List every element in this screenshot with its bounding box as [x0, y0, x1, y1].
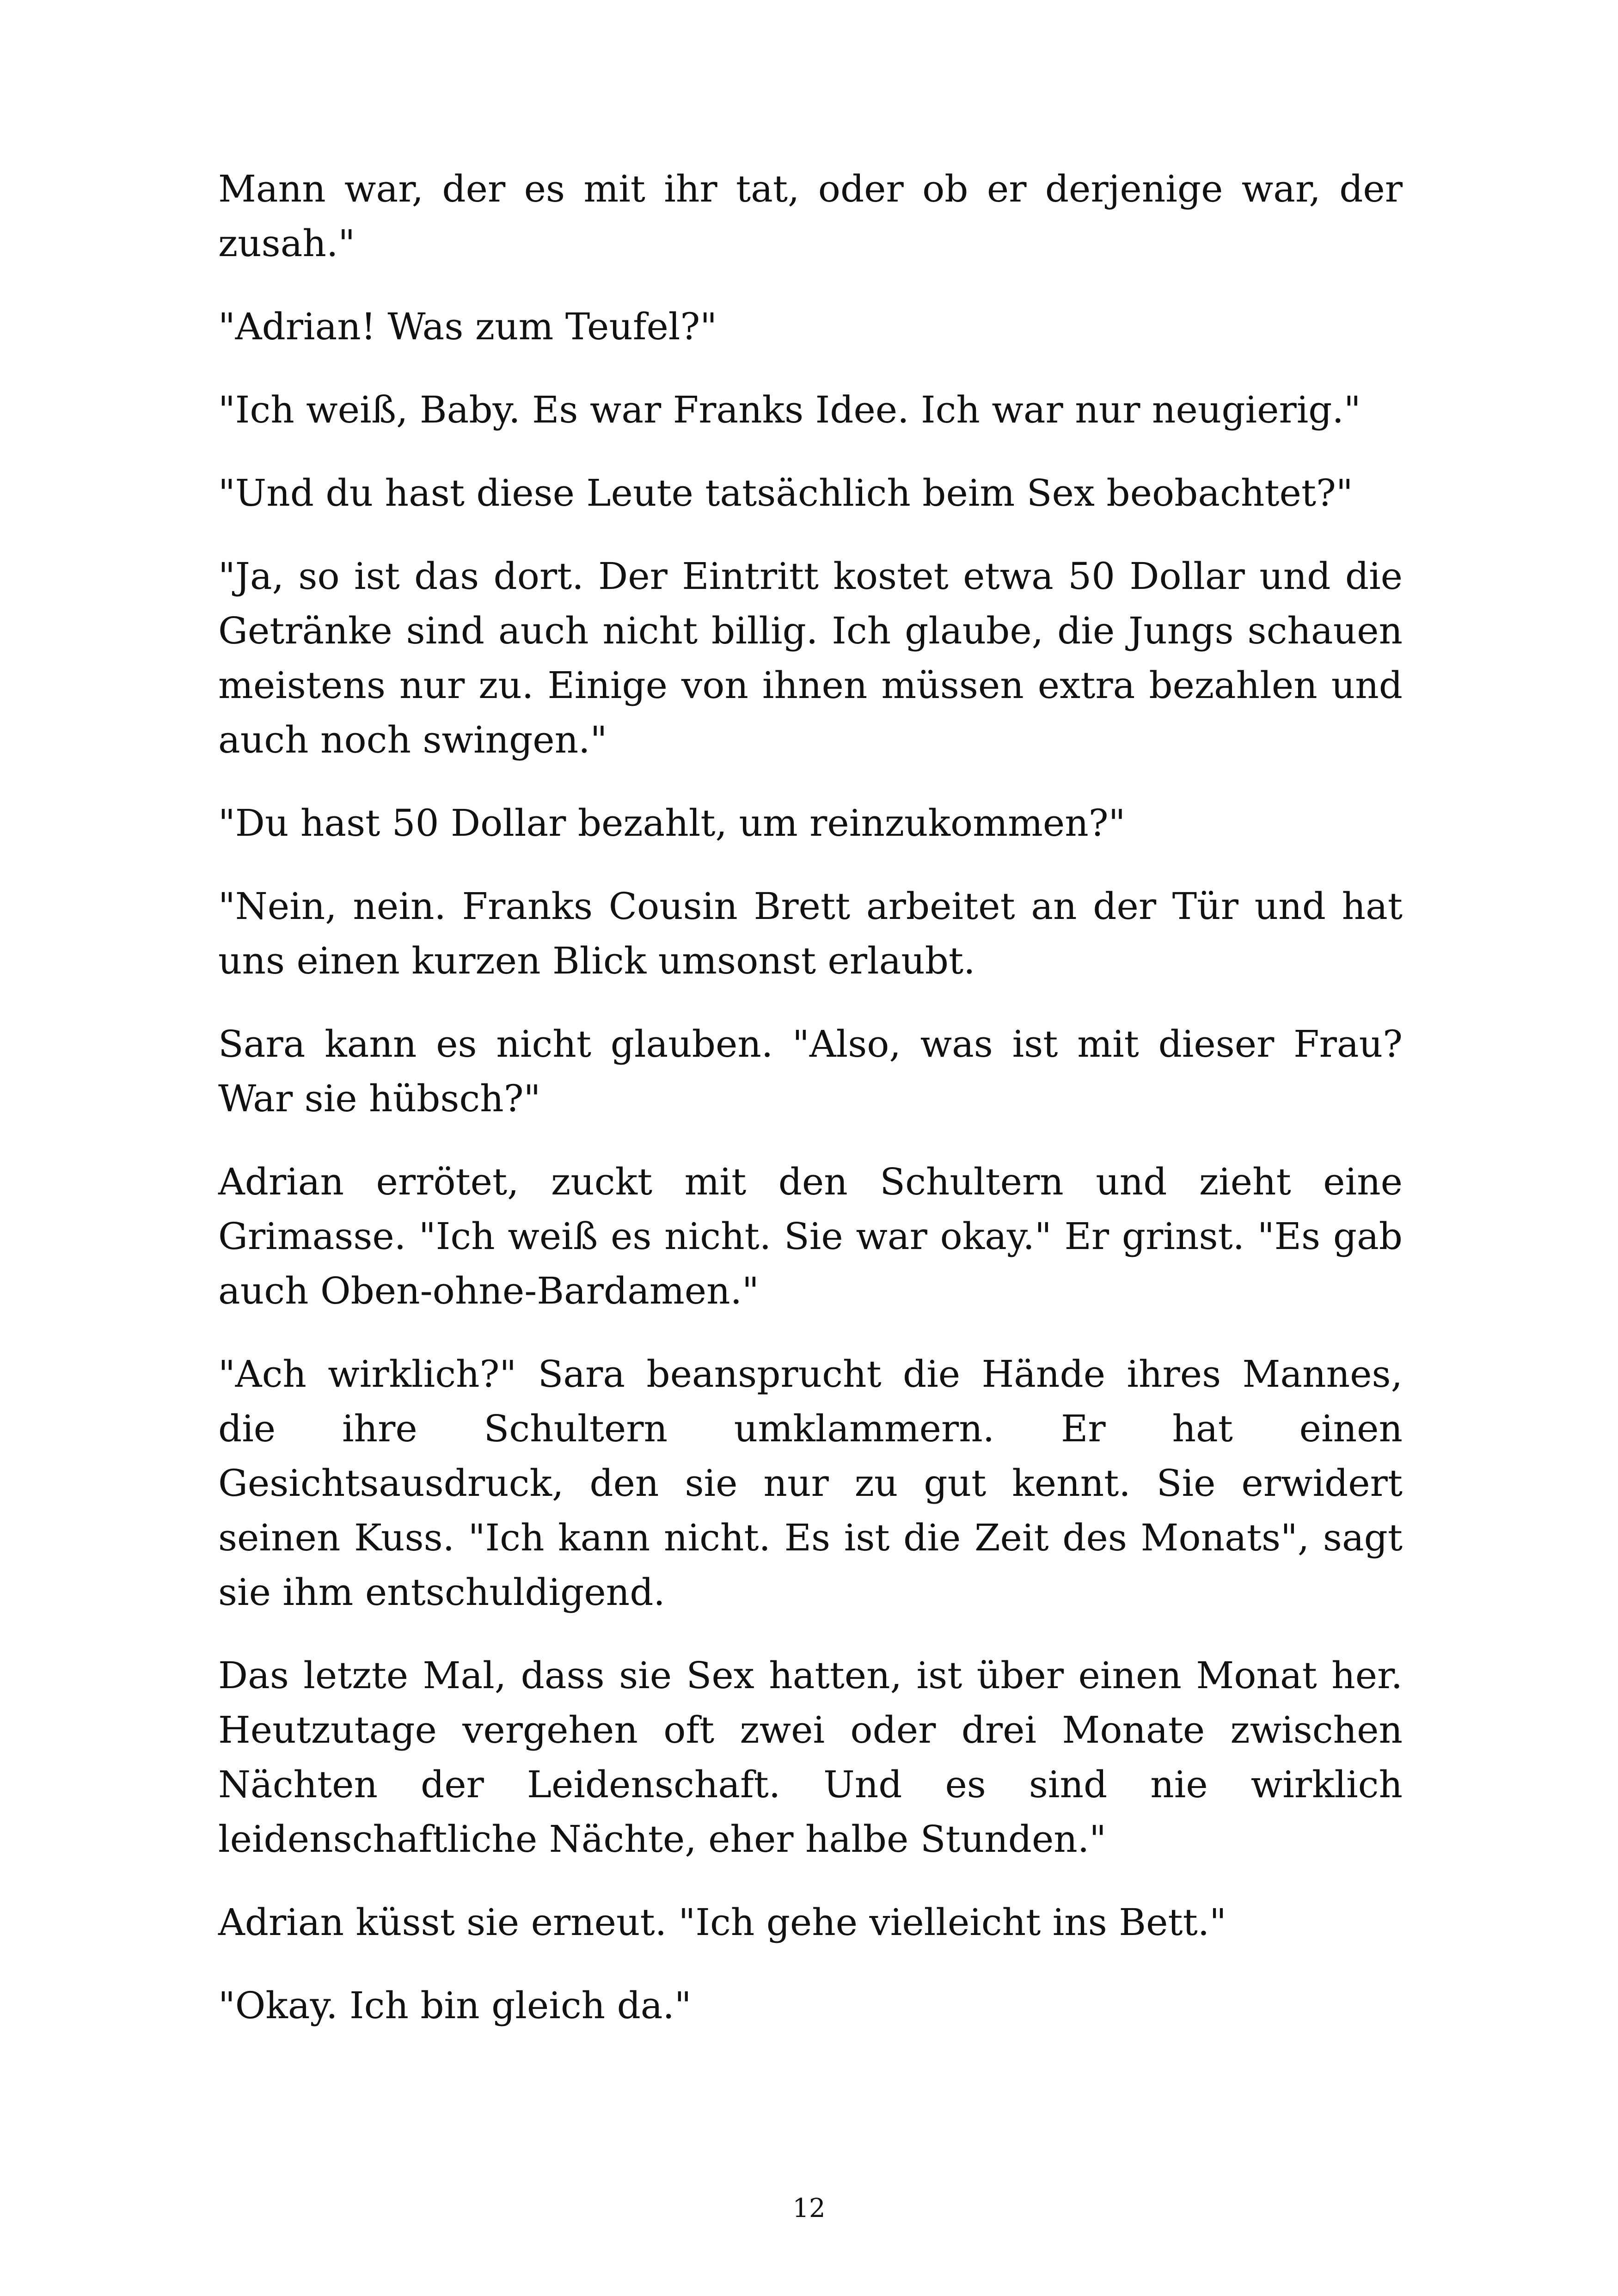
paragraph: "Ich weiß, Baby. Es war Franks Idee. Ich war nur neugierig."	[218, 388, 1361, 431]
paragraph: "Adrian! Was zum Teufel?"	[218, 305, 717, 348]
paragraph: "Ach wirklich?" Sara beansprucht die Hände ihres Mannes, die ihre Schultern umklammern. Er hat einen Gesichtsausdruck, den sie nur zu gut kennt. Sie erwidert seinen Kuss. "Ich kann nicht. Es ist die Zeit des Monats", sagt sie ihm entschuldigend.	[218, 1353, 1403, 1614]
paragraph: "Okay. Ich bin gleich da."	[218, 1984, 692, 2027]
paragraph: Sara kann es nicht glauben. "Also, was ist mit dieser Frau? War sie hübsch?"	[218, 1022, 1403, 1120]
paragraph: "Du hast 50 Dollar bezahlt, um reinzukommen?"	[218, 802, 1126, 845]
paragraph: Adrian errötet, zuckt mit den Schultern und zieht eine Grimasse. "Ich weiß es nicht. Sie war okay." Er grinst. "Es gab auch Oben-ohne-Bardamen."	[218, 1160, 1403, 1312]
body-text	[218, 162, 1403, 2062]
paragraph: "Ja, so ist das dort. Der Eintritt kostet etwa 50 Dollar und die Getränke sind auch nicht billig. Ich glaube, die Jungs schauen meistens nur zu. Einige von ihnen müssen extra bezahlen und auch noch swingen."	[218, 555, 1403, 761]
paragraph: Adrian küsst sie erneut. "Ich gehe vielleicht ins Bett."	[218, 1901, 1226, 1944]
paragraph: Mann war, der es mit ihr tat, oder ob er derjenige war, der zusah."	[218, 167, 1403, 265]
paragraph: Das letzte Mal, dass sie Sex hatten, ist über einen Monat her. Heutzutage vergehen oft zwei oder drei Monate zwischen Nächten der Leidenschaft. Und es sind nie wirklich leidenschaftliche Nächte, eher halbe Stunden."	[218, 1654, 1403, 1861]
paragraph: "Nein, nein. Franks Cousin Brett arbeitet an der Tür und hat uns einen kurzen Blick umsonst erlaubt.	[218, 885, 1403, 982]
page-number: 12	[792, 2193, 826, 2223]
paragraph: "Und du hast diese Leute tatsächlich beim Sex beobachtet?"	[218, 471, 1353, 514]
